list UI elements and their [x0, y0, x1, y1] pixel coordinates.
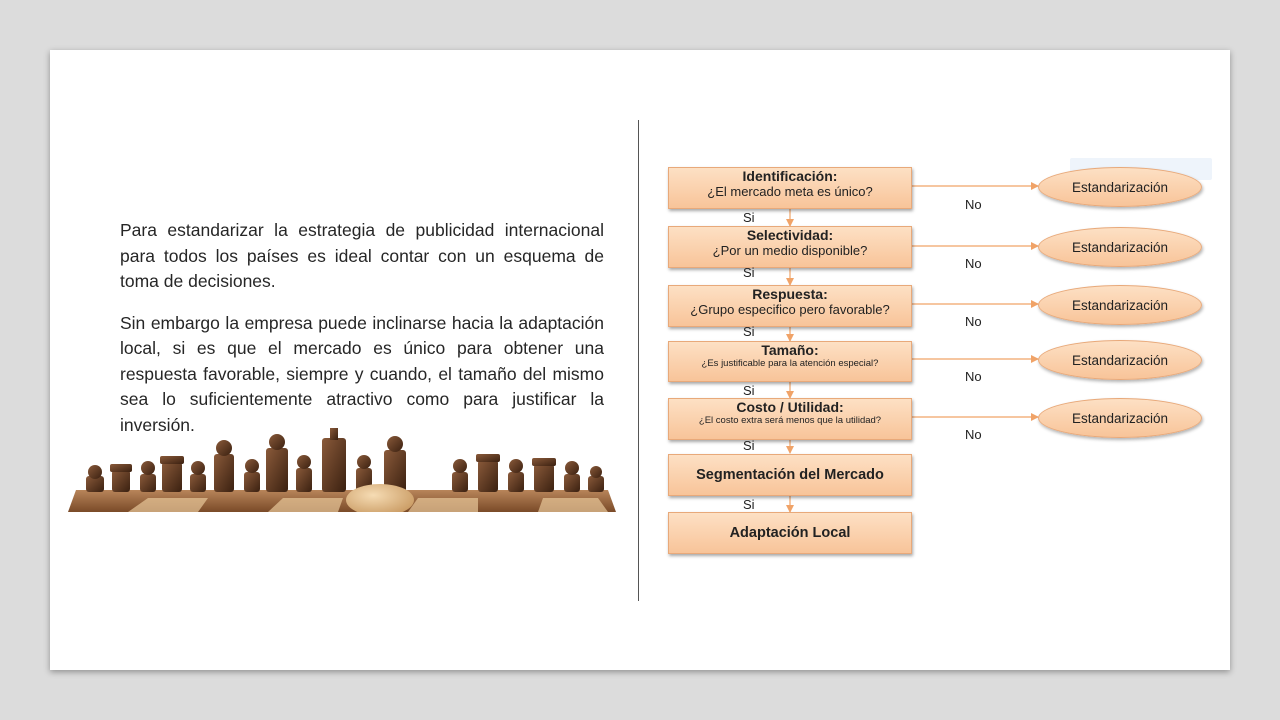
outcome-estandarizacion-4: Estandarización: [1038, 340, 1202, 380]
outcome-estandarizacion-1: Estandarización: [1038, 167, 1202, 207]
no-label: No: [965, 427, 982, 442]
segmentacion-box: Segmentación del Mercado: [668, 454, 912, 496]
step-respuesta: [668, 285, 912, 327]
step-identificacion: [668, 167, 912, 209]
no-label: No: [965, 314, 982, 329]
si-label: Si: [743, 497, 755, 512]
step-question: ¿Grupo especifico pero favorable?: [690, 302, 890, 317]
step-title: Respuesta:: [752, 286, 828, 302]
step-title: Tamaño:: [761, 342, 819, 358]
step-question: ¿Es justificable para la atención especial?: [701, 358, 879, 369]
step-title: Identificación:: [742, 168, 838, 184]
no-label: No: [965, 369, 982, 384]
step-question: ¿El costo extra será menos que la utilidad?: [698, 415, 882, 426]
outcome-estandarizacion-3: Estandarización: [1038, 285, 1202, 325]
si-label: Si: [743, 210, 755, 225]
si-label: Si: [743, 383, 755, 398]
outcome-estandarizacion-5: Estandarización: [1038, 398, 1202, 438]
slide: [50, 50, 1230, 670]
no-label: No: [965, 256, 982, 271]
no-label: No: [965, 197, 982, 212]
paragraph-2: Sin embargo la empresa puede inclinarse hacia la adaptación local, si es que el mercado es único para obtener una respuesta favorable, siempre y cuando, el tamaño del mismo sea lo suficientemente atractivo como para justificar la inversión.: [120, 312, 604, 435]
paragraph-1: Para estandarizar la estrategia de publicidad internacional para todos los países es ideal contar con un esquema de toma de decisiones.: [120, 220, 604, 291]
step-title: Selectividad:: [746, 227, 834, 243]
step-costo-utilidad: [668, 398, 912, 440]
step-title: Costo / Utilidad:: [736, 399, 844, 415]
step-tamano: [668, 341, 912, 382]
adaptacion-local-box: Adaptación Local: [668, 512, 912, 554]
outcome-estandarizacion-2: Estandarización: [1038, 227, 1202, 267]
step-question: ¿El mercado meta es único?: [707, 184, 873, 199]
si-label: Si: [743, 324, 755, 339]
si-label: Si: [743, 438, 755, 453]
step-selectividad: [668, 226, 912, 268]
step-question: ¿Por un medio disponible?: [712, 243, 868, 258]
si-label: Si: [743, 265, 755, 280]
